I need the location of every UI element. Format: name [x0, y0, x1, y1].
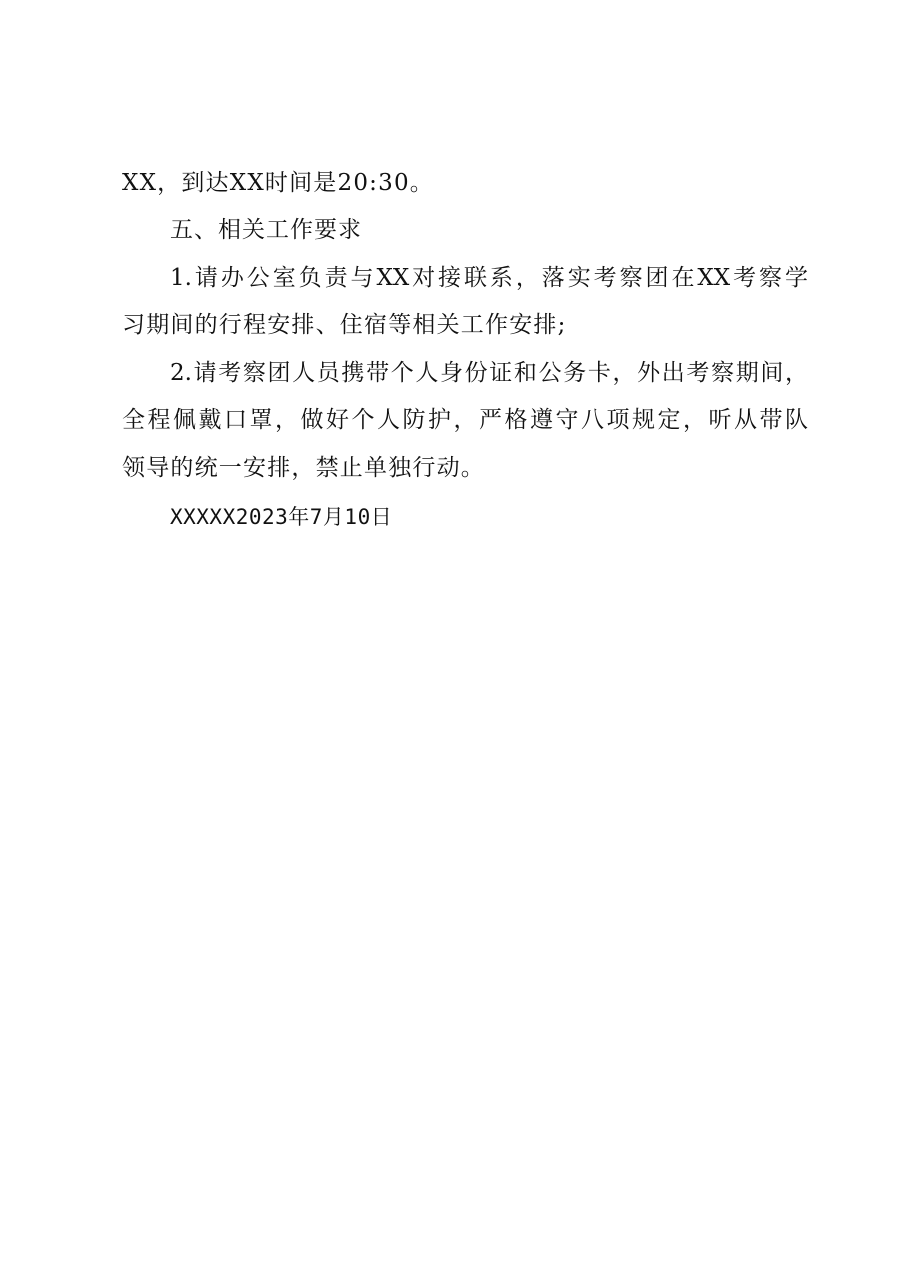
requirement-2-line-1: 2.请考察团人员携带个人身份证和公务卡，外出考察期间， [170, 360, 808, 386]
requirement-1-line-1: 1.请办公室负责与XX对接联系，落实考察团在XX考察学 [170, 265, 808, 291]
signature-date: XXXXX2023年7月10日 [170, 505, 393, 529]
requirement-2-line-2: 全程佩戴口罩，做好个人防护，严格遵守八项规定，听从带队 [122, 407, 808, 433]
requirement-2-line-3: 领导的统一安排，禁止单独行动。 [122, 455, 485, 481]
requirement-1-line-2: 习期间的行程安排、住宿等相关工作安排; [122, 312, 567, 338]
section-heading: 五、相关工作要求 [170, 217, 362, 243]
paragraph-line-arrival-time: XX，到达XX时间是20:30。 [122, 170, 434, 196]
